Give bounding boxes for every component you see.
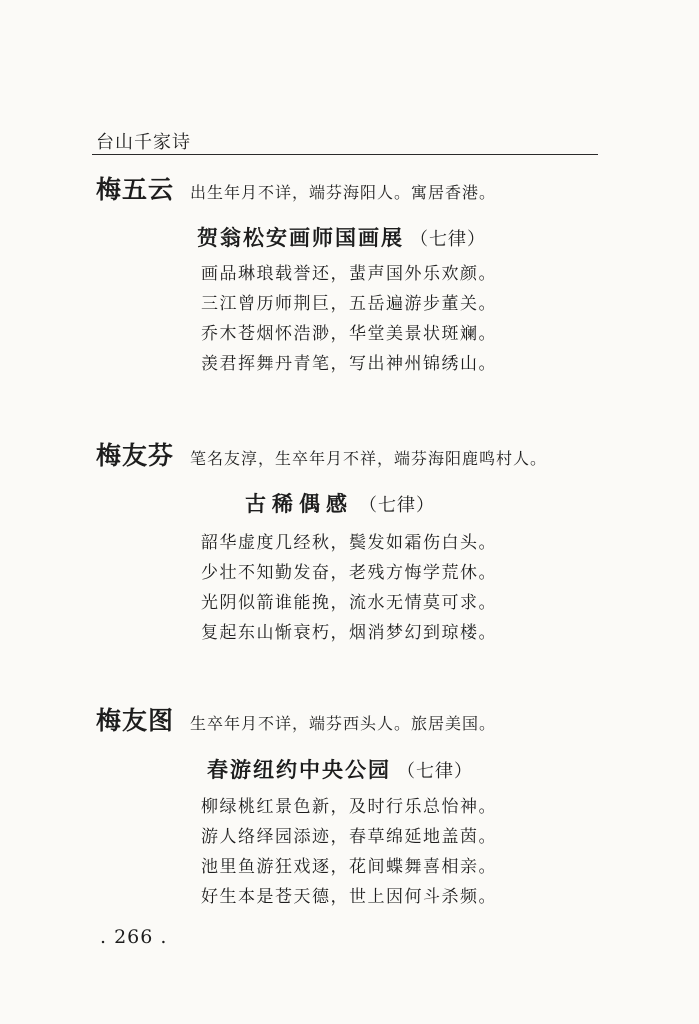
author-name: 梅友图 bbox=[96, 706, 175, 735]
poem-title: 春游纽约中央公园 bbox=[207, 758, 391, 782]
poem-body bbox=[201, 792, 497, 912]
poem-line: 少壮不知勤发奋，老残方悔学荒休。 bbox=[201, 563, 497, 583]
poem-line: 柳绿桃红景色新，及时行乐总怡神。 bbox=[201, 797, 497, 817]
poem-body bbox=[201, 528, 497, 648]
poem-form: （七律） bbox=[359, 495, 435, 516]
poem-title: 古稀偶感 bbox=[245, 492, 353, 516]
poem-line: 韶华虚度几经秋，鬓发如霜伤白头。 bbox=[201, 533, 497, 553]
author-bio: 笔名友淳，生卒年月不祥，端芬海阳鹿鸣村人。 bbox=[190, 449, 548, 468]
poem-form: （七律） bbox=[397, 761, 473, 782]
poem-line: 画品琳琅载誉还，蜚声国外乐欢颜。 bbox=[201, 264, 497, 284]
author-name: 梅五云 bbox=[96, 175, 175, 204]
poem-line: 游人络绎园添迹，春草绵延地盖茵。 bbox=[201, 827, 497, 847]
poem-body bbox=[201, 259, 497, 379]
poem-line: 羡君挥舞丹青笔，写出神州锦绣山。 bbox=[201, 354, 497, 374]
poem-line: 三江曾历师荆巨，五岳遍游步董关。 bbox=[201, 294, 497, 314]
poem-form: （七律） bbox=[410, 229, 486, 250]
header-rule bbox=[92, 154, 598, 155]
poem-line: 光阴似箭谁能挽，流水无情莫可求。 bbox=[201, 593, 497, 613]
poem-line: 复起东山惭衰朽，烟消梦幻到琼楼。 bbox=[201, 623, 497, 643]
poem-line: 池里鱼游狂戏逐，花间蝶舞喜相亲。 bbox=[201, 857, 497, 877]
author-name: 梅友芬 bbox=[96, 441, 175, 470]
running-header: 台山千家诗 bbox=[96, 132, 191, 153]
page-number: . 266 . bbox=[100, 926, 168, 948]
poem-line: 好生本是苍天德，世上因何斗杀频。 bbox=[201, 887, 497, 907]
poem-line: 乔木苍烟怀浩渺，华堂美景状斑斓。 bbox=[201, 324, 497, 344]
poem-title: 贺翁松安画师国画展 bbox=[197, 226, 404, 250]
author-bio: 出生年月不详，端芬海阳人。寓居香港。 bbox=[190, 183, 497, 202]
author-bio: 生卒年月不详，端芬西头人。旅居美国。 bbox=[190, 714, 497, 733]
